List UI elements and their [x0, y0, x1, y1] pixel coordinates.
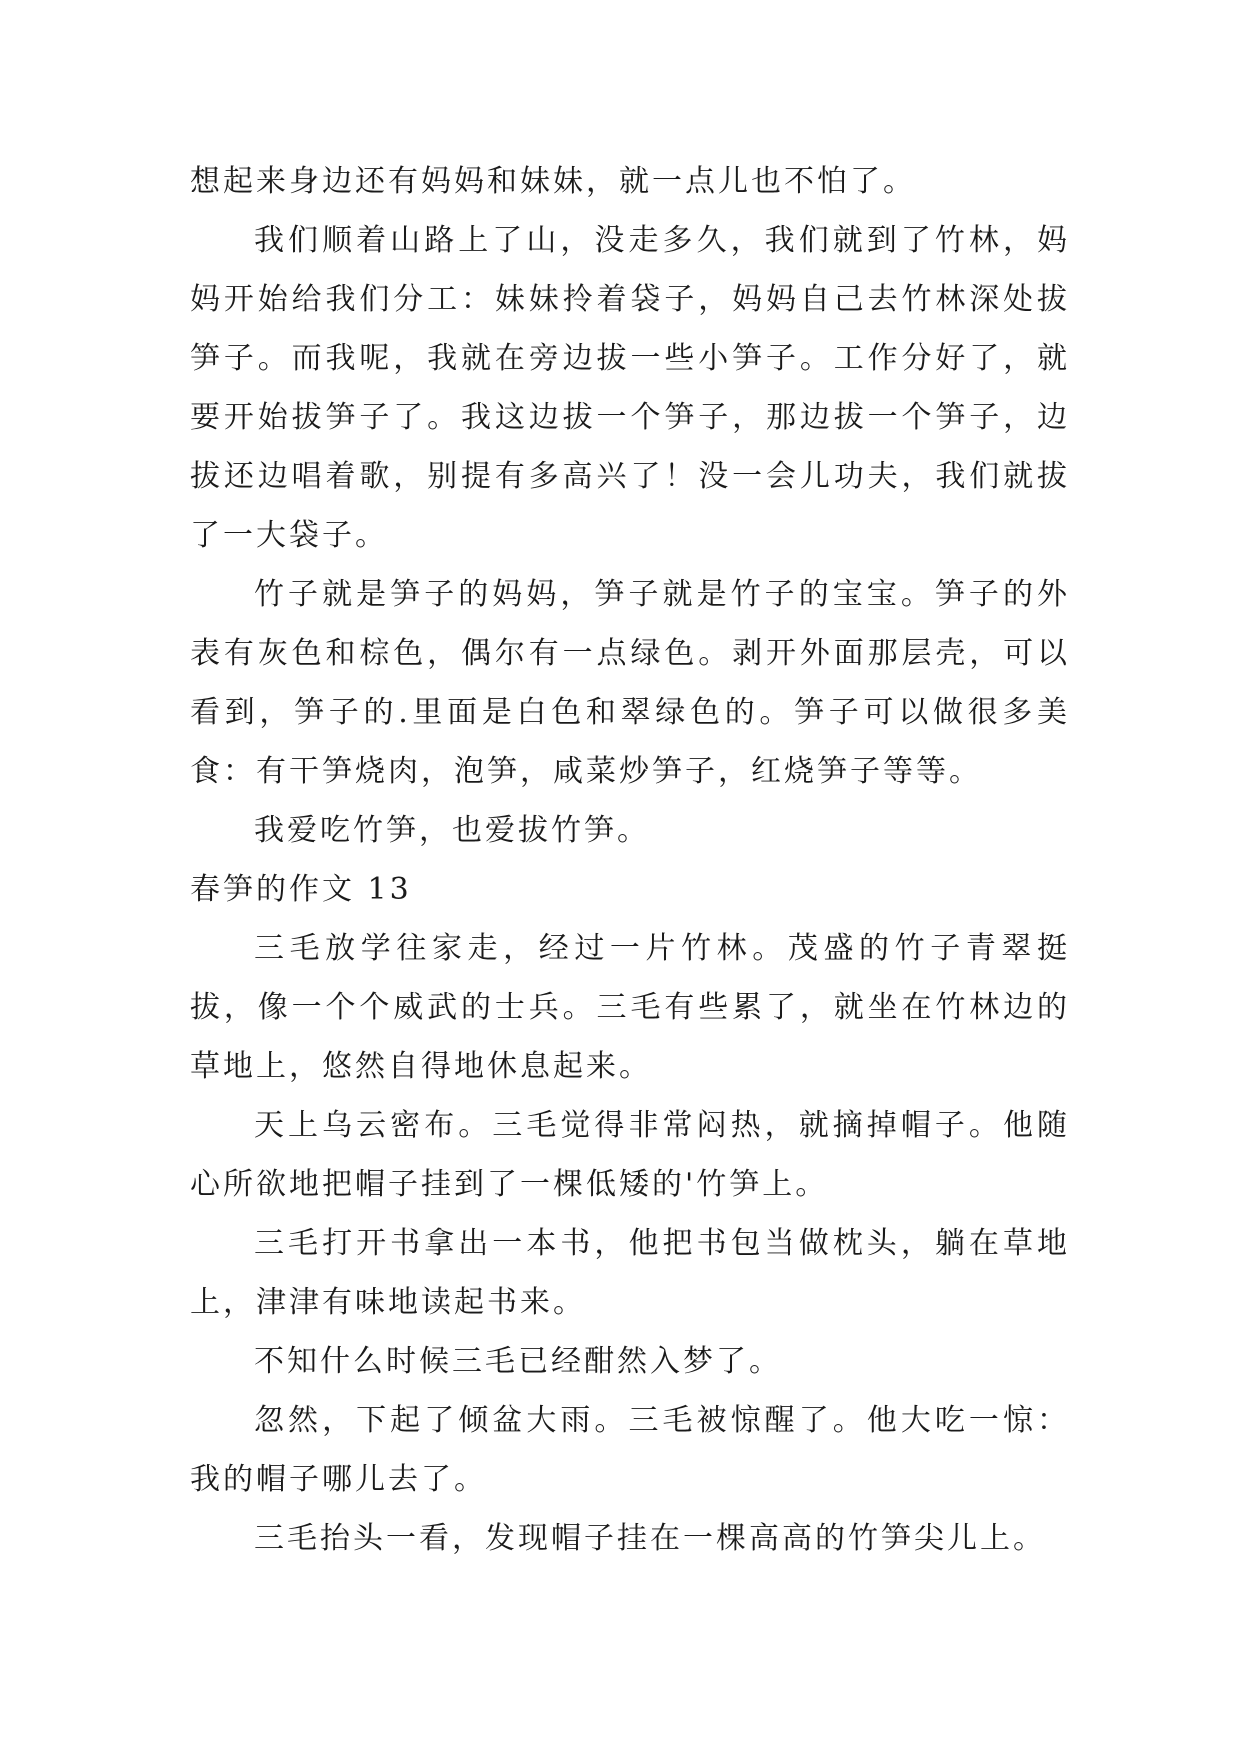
paragraph: 想起来身边还有妈妈和妹妹，就一点儿也不怕了。 [190, 164, 916, 199]
document-body [190, 152, 1070, 1568]
paragraph: 竹子就是笋子的妈妈，笋子就是竹子的宝宝。笋子的外表有灰色和棕色，偶尔有一点绿色。剥开外面那层壳，可以看到，笋子的.里面是白色和翠绿色的。笋子可以做很多美食：有干笋烧肉，泡笋，咸菜炒笋子，红烧笋子等等。 [190, 577, 1070, 789]
paragraph: 不知什么时候三毛已经酣然入梦了。 [254, 1344, 782, 1379]
paragraph: 忽然，下起了倾盆大雨。三毛被惊醒了。他大吃一惊：我的帽子哪儿去了。 [190, 1403, 1070, 1497]
paragraph: 天上乌云密布。三毛觉得非常闷热，就摘掉帽子。他随心所欲地把帽子挂到了一棵低矮的'竹笋上。 [190, 1108, 1070, 1202]
paragraph: 我们顺着山路上了山，没走多久，我们就到了竹林，妈妈开始给我们分工：妹妹拎着袋子，妈妈自己去竹林深处拔笋子。而我呢，我就在旁边拔一些小笋子。工作分好了，就要开始拔笋子了。我这边拔一个笋子，那边拔一个笋子，边拔还边唱着歌，别提有多高兴了！没一会儿功夫，我们就拔了一大袋子。 [190, 223, 1070, 553]
paragraph: 三毛打开书拿出一本书，他把书包当做枕头，躺在草地上，津津有味地读起书来。 [190, 1226, 1070, 1320]
paragraph: 我爱吃竹笋，也爱拔竹笋。 [254, 813, 650, 848]
section-heading: 春笋的作文 13 [190, 872, 412, 907]
paragraph: 三毛放学往家走，经过一片竹林。茂盛的竹子青翠挺拔，像一个个威武的士兵。三毛有些累了，就坐在竹林边的草地上，悠然自得地休息起来。 [190, 931, 1070, 1084]
paragraph: 三毛抬头一看，发现帽子挂在一棵高高的竹笋尖儿上。 [254, 1521, 1046, 1556]
